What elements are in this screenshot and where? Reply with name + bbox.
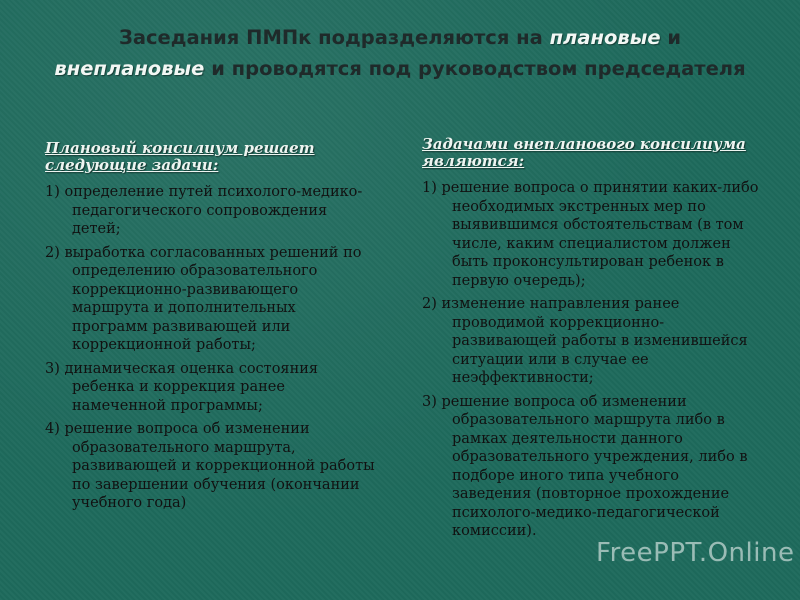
- unplanned-task-item: 2) изменение направления ранее проводимой коррекционно-развивающей работы в изменившейся ситуации или в случае ее неэффективности;: [422, 296, 748, 386]
- planned-task-item: 3) динамическая оценка состояния ребенка и коррекция ранее намеченной программы;: [45, 360, 319, 414]
- slide-title: [40, 22, 760, 84]
- planned-tasks-list: [45, 183, 375, 513]
- unplanned-council-column: [422, 136, 762, 546]
- title-part-3: и проводятся под руководством председателя: [204, 57, 746, 80]
- planned-council-heading: Плановый консилиум решает следующие задачи:: [45, 139, 315, 174]
- planned-task-item: 1) определение путей психолого-медико-педагогического сопровождения детей;: [45, 184, 363, 237]
- unplanned-task-item: 1) решение вопроса о принятии каких-либо необходимых экстренных мер по выявившимся обстоятельствам (в том числе, каким специалистом должен быть проконсультирован ребенок в первую очередь);: [422, 180, 759, 289]
- title-highlight-unplanned: внеплановые: [54, 57, 205, 80]
- unplanned-task-item: 3) решение вопроса об изменении образовательного маршрута либо в рамках деятельности данного образовательного учреждения, либо в подборе иного типа учебного заведения (повторное прохождение психолого-медико-педагогической комиссии).: [422, 393, 748, 539]
- title-part-1: Заседания ПМПк подразделяются на: [118, 26, 550, 49]
- title-highlight-planned: плановые: [549, 26, 661, 49]
- unplanned-council-heading: Задачами внепланового консилиума являются:: [422, 135, 746, 170]
- watermark: FreePPT.Online: [596, 538, 795, 568]
- title-part-2: и: [660, 26, 682, 49]
- planned-task-item: 4) решение вопроса об изменении образовательного маршрута, развивающей и коррекционной работы по завершении обучения (окончании учебного года): [45, 421, 375, 511]
- planned-council-column: [45, 140, 375, 518]
- planned-task-item: 2) выработка согласованных решений по определению образовательного коррекционно-развивающего маршрута и дополнительных программ развивающей или коррекционной работы;: [45, 244, 362, 353]
- unplanned-tasks-list: [422, 179, 762, 541]
